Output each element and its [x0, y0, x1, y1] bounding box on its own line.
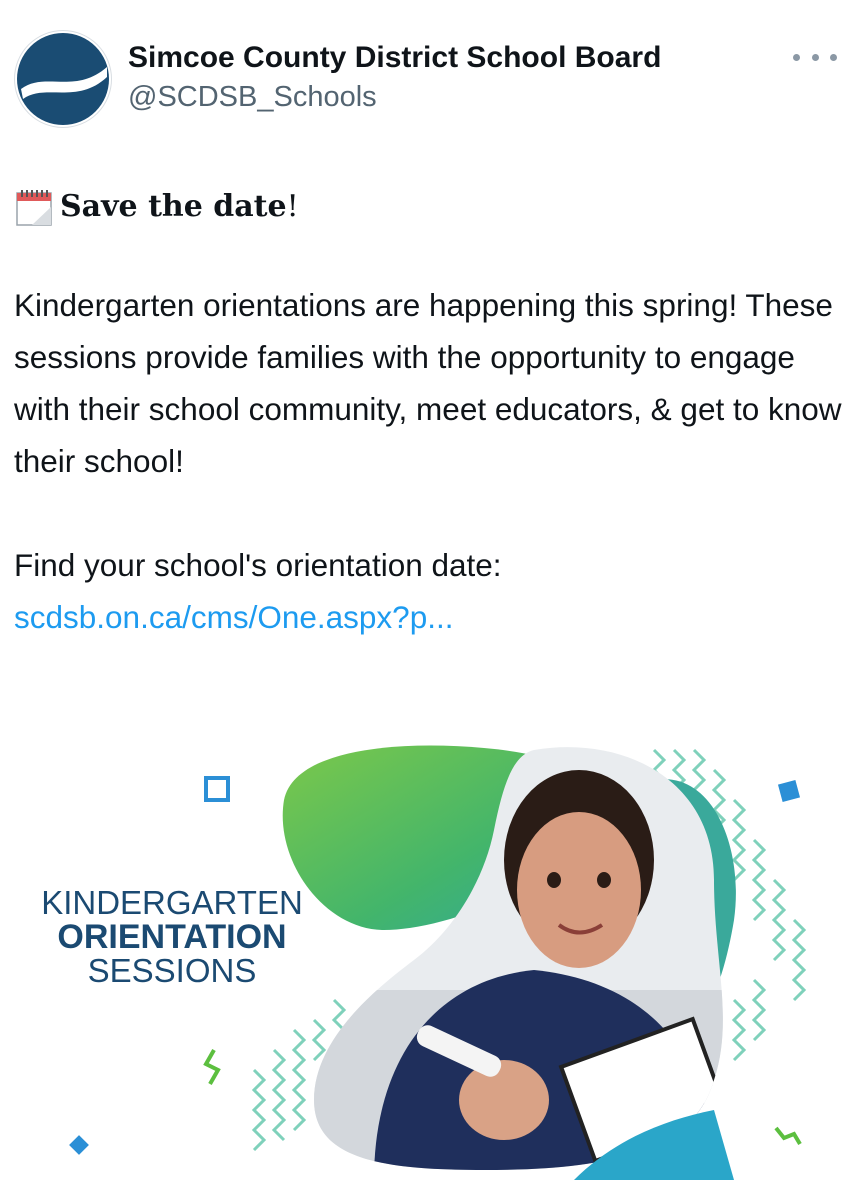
blue-diamond [69, 1135, 89, 1155]
media-line-orientation: ORIENTATION [57, 918, 287, 956]
more-dot [830, 54, 837, 61]
more-dot [812, 54, 819, 61]
tweet-body [14, 180, 844, 643]
save-the-date-line [14, 180, 844, 234]
find-date-text: Find your school's orientation date: [14, 547, 502, 583]
avatar[interactable] [14, 30, 112, 128]
save-the-date-punct: ! [286, 189, 299, 224]
blue-square [778, 780, 800, 802]
tweet-paragraph: Kindergarten orientations are happening this spring! These sessions provide families with the opportunity to engage with their school community, meet educators, & get to know their school! [14, 287, 842, 479]
author-display-name[interactable]: Simcoe County District School Board [128, 41, 662, 74]
author-handle[interactable]: @SCDSB_Schools [128, 81, 377, 113]
media-line-sessions: SESSIONS [87, 952, 257, 989]
outline-square [206, 778, 228, 800]
save-the-date-text: Save the date [60, 189, 287, 224]
orientation-link[interactable]: scdsb.on.ca/cms/One.aspx?p... [14, 599, 454, 635]
scdsb-logo-icon [15, 31, 111, 127]
media-line-kindergarten: KINDERGARTEN [41, 884, 303, 921]
more-options-button[interactable] [793, 42, 837, 72]
spiral-calendar-icon [14, 187, 54, 227]
more-horizontal-icon [793, 54, 800, 61]
tweet-header [14, 30, 845, 130]
tweet-image[interactable] [14, 740, 844, 1180]
